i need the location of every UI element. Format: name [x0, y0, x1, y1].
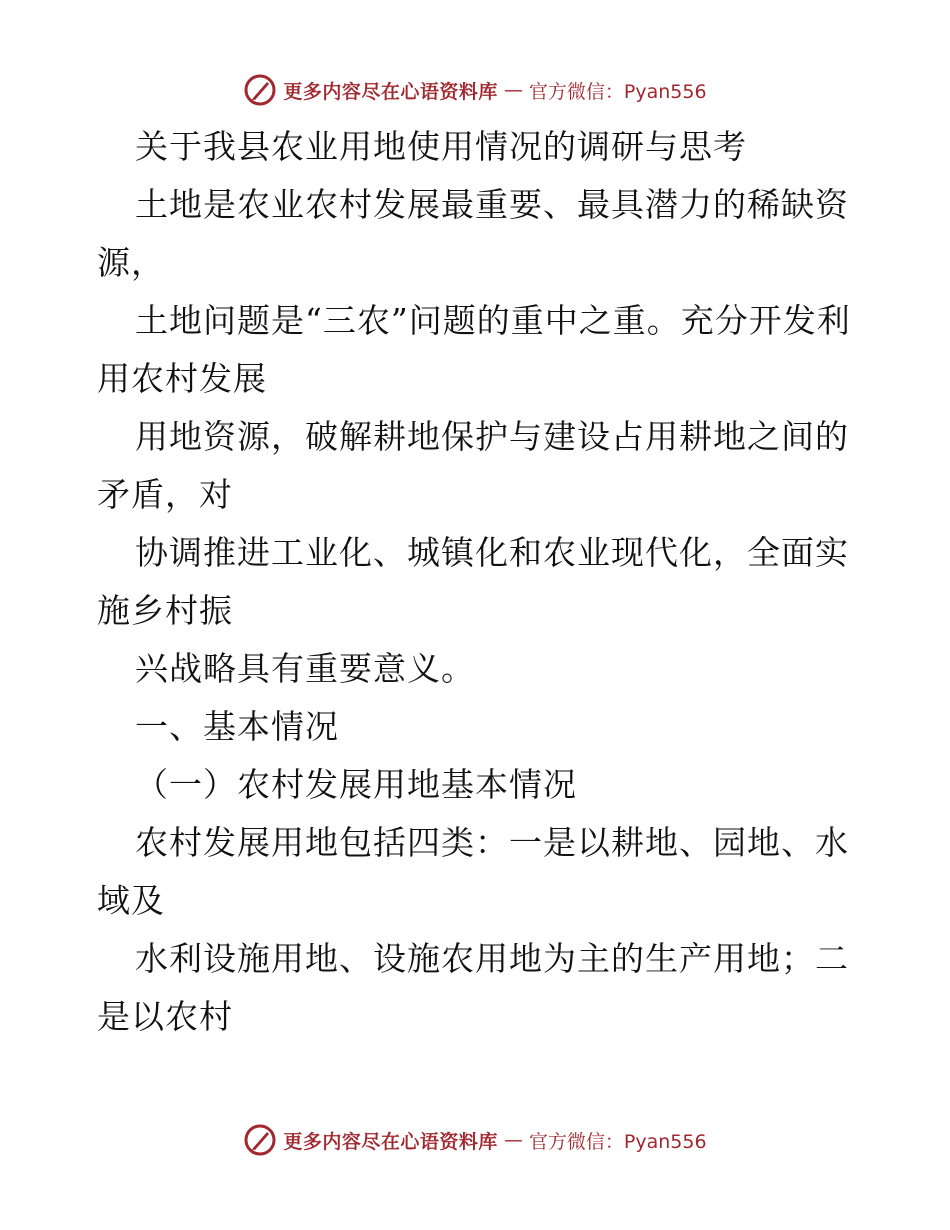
- watermark-wechat-text: 官方微信：Pyan556: [528, 1130, 707, 1153]
- watermark-dash: —: [503, 1129, 523, 1151]
- paragraph: 用地资源，破解耕地保护与建设占用耕地之间的矛盾，对: [97, 417, 849, 514]
- section-heading: 一、基本情况: [135, 707, 339, 746]
- subsection-heading: （一）农村发展用地基本情况: [135, 765, 577, 804]
- paragraph: 土地问题是“三农”问题的重中之重。充分开发利用农村发展: [97, 301, 851, 398]
- paragraph: 农村发展用地包括四类：一是以耕地、园地、水域及: [97, 823, 849, 920]
- paragraph: 水利设施用地、设施农用地为主的生产用地；二是以农村: [97, 939, 849, 1036]
- watermark-wechat-text: 官方微信：Pyan556: [528, 80, 707, 103]
- footer-watermark: [0, 1120, 950, 1160]
- quill-pen-logo-icon: [243, 73, 277, 107]
- paragraph: 兴战略具有重要意义。: [135, 649, 475, 688]
- watermark-dash: —: [503, 79, 523, 101]
- document-title: 关于我县农业用地使用情况的调研与思考: [135, 127, 747, 166]
- quill-pen-logo-icon: [243, 1123, 277, 1157]
- document-body: [97, 118, 857, 1046]
- header-watermark: [0, 70, 950, 110]
- paragraph: 土地是农业农村发展最重要、最具潜力的稀缺资源，: [97, 185, 849, 282]
- watermark-brand-text: 更多内容尽在心语资料库: [283, 1130, 498, 1153]
- watermark-brand-text: 更多内容尽在心语资料库: [283, 80, 498, 103]
- paragraph: 协调推进工业化、城镇化和农业现代化，全面实施乡村振: [97, 533, 849, 630]
